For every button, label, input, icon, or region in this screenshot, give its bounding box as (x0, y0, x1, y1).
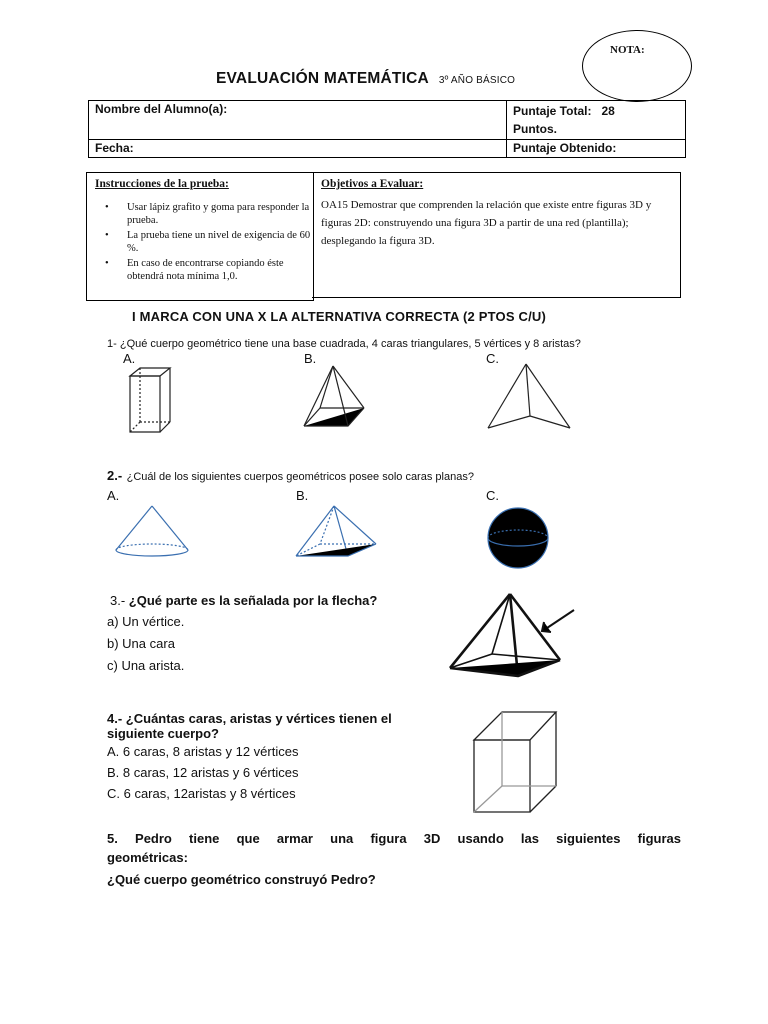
question-2-prompt: ¿Cuál de los siguientes cuerpos geométricos posee solo caras planas? (126, 471, 474, 483)
question-4-prompt: ¿Cuántas caras, aristas y vértices tienen el siguiente cuerpo? (107, 711, 392, 741)
instructions-box (86, 172, 314, 301)
question-4-number: 4.- (107, 711, 123, 726)
q4-option-b[interactable]: B. 8 caras, 12 aristas y 6 vértices (107, 765, 299, 780)
q1-option-b[interactable]: B. (304, 351, 317, 366)
question-2-number: 2.- (107, 468, 123, 483)
total-score-unit: Puntos. (513, 122, 557, 136)
q1-option-a[interactable]: A. (123, 351, 136, 366)
question-5-text-cont: geométricas: (107, 850, 188, 865)
q1-option-c[interactable]: C. (486, 351, 499, 366)
q2-option-b[interactable]: B. (296, 488, 309, 503)
grade-oval (582, 30, 692, 102)
question-5-prompt: Pedro tiene que armar una figura 3D usando las siguientes figuras (135, 831, 681, 846)
question-2-text (107, 467, 474, 485)
student-info-table (88, 100, 686, 158)
question-1-text (107, 338, 581, 350)
student-name-cell[interactable] (89, 101, 507, 140)
q2-option-a[interactable]: A. (107, 488, 120, 503)
instruction-item: • La prueba tiene un nivel de exigencia de 60 %. (87, 230, 313, 255)
arrow-icon (538, 608, 578, 636)
question-5-number: 5. (107, 831, 118, 846)
q4-option-c[interactable]: C. 6 caras, 12aristas y 8 vértices (107, 786, 296, 801)
student-name-label: Nombre del Alumno(a): (95, 102, 228, 116)
title-grade: 3º AÑO BÁSICO (438, 75, 516, 86)
q4-option-a[interactable]: A. 6 caras, 8 aristas y 12 vértices (107, 744, 299, 759)
instruction-item: • En caso de encontrarse copiando éste obtendrá nota mínima 1,0. (87, 258, 313, 283)
question-3-text (110, 593, 377, 608)
cone-icon (114, 504, 190, 560)
total-score-label: Puntaje Total: (513, 104, 592, 118)
instructions-heading: Instrucciones de la prueba: (95, 178, 229, 190)
question-5-text (107, 828, 681, 850)
instructions-list (87, 202, 313, 283)
obtained-score-label: Puntaje Obtenido: (513, 141, 617, 155)
objectives-heading: Objetivos a Evaluar: (321, 178, 424, 190)
total-score-cell (507, 101, 686, 140)
objectives-box (312, 172, 681, 298)
q3-option-b[interactable]: b) Una cara (107, 636, 175, 651)
question-1-prompt: ¿Qué cuerpo geométrico tiene una base cuadrada, 4 caras triangulares, 5 vértices y 8 aristas? (119, 338, 581, 350)
square-pyramid-icon (294, 504, 380, 560)
page-title (216, 70, 515, 88)
date-label: Fecha: (95, 141, 134, 155)
q3-option-c[interactable]: c) Una arista. (107, 658, 185, 673)
question-3-number: 3.- (110, 593, 126, 608)
question-4-text (107, 711, 447, 741)
objectives-text: OA15 Demostrar que comprenden la relación que existe entre figuras 3D y figuras 2D: construyendo una figura 3D a partir de una red (plantilla); desplegando la figura 3D. (321, 199, 652, 247)
q2-option-c[interactable]: C. (486, 488, 499, 503)
question-1-number: 1- (107, 338, 117, 350)
total-score-value: 28 (601, 104, 615, 118)
square-pyramid-icon (448, 592, 576, 682)
section-title: I MARCA CON UNA X LA ALTERNATIVA CORRECTA (2 PTOS C/U) (132, 309, 547, 324)
instruction-item: • Usar lápiz grafito y goma para responder la prueba. (87, 202, 313, 227)
sphere-icon (486, 506, 550, 570)
square-pyramid-icon (302, 364, 368, 430)
triangular-pyramid-icon (486, 362, 572, 430)
question-3-prompt: ¿Qué parte es la señalada por la flecha? (128, 593, 378, 608)
rectangular-prism-icon (472, 710, 558, 814)
date-cell[interactable] (89, 140, 507, 158)
grade-label: NOTA: (610, 44, 645, 56)
obtained-score-cell[interactable] (507, 140, 686, 158)
rectangular-prism-icon (128, 366, 174, 434)
question-5-subquestion: ¿Qué cuerpo geométrico construyó Pedro? (107, 872, 376, 887)
title-text: EVALUACIÓN MATEMÁTICA (216, 70, 429, 87)
q3-option-a[interactable]: a) Un vértice. (107, 614, 185, 629)
